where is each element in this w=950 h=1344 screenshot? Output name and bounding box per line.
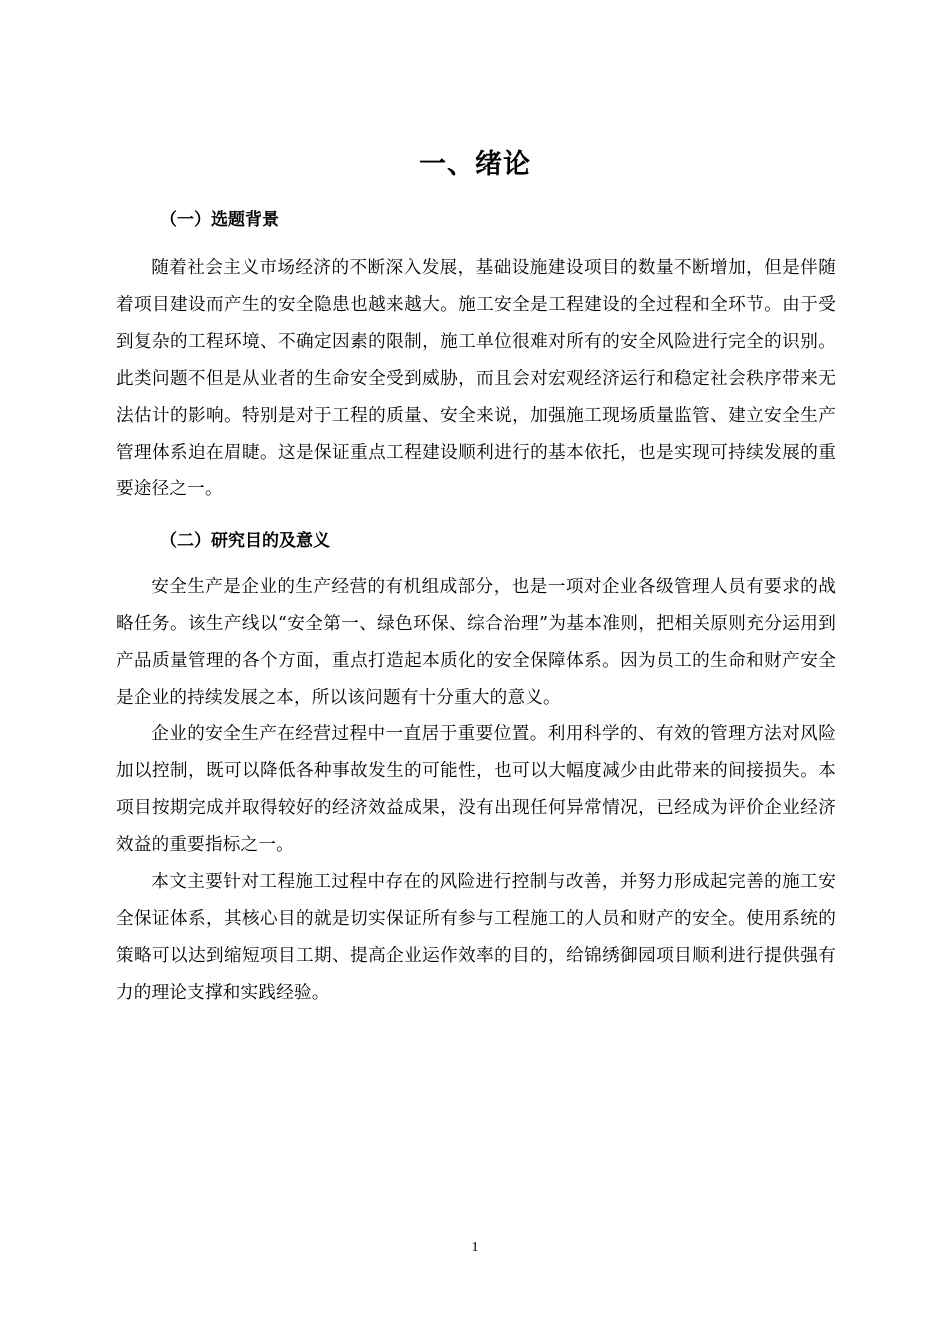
chapter-title: 一、绪论 — [419, 149, 531, 180]
paragraph-purpose-2: 企业的安全生产在经营过程中一直居于重要位置。利用科学的、有效的管理方法对风险加以控制，既可以降低各种事故发生的可能性，也可以大幅度减少由此带来的间接损失。本项目按期完成并取得较好的经济效益成果，没有出现任何异常情况，已经成为评价企业经济效益的重要指标之一。 — [116, 724, 836, 855]
paragraph-background: 随着社会主义市场经济的不断深入发展，基础设施建设项目的数量不断增加，但是伴随着项目建设而产生的安全隐患也越来越大。施工安全是工程建设的全过程和全环节。由于受到复杂的工程环境、不确定因素的限制，施工单位很难对所有的安全风险进行完全的识别。此类问题不但是从业者的生命安全受到威胁，而且会对宏观经济运行和稳定社会秩序带来无法估计的影响。特别是对于工程的质量、安全来说，加强施工现场质量监管、建立安全生产管理体系迫在眉睫。这是保证重点工程建设顺利进行的基本依托，也是实现可持续发展的重要途径之一。 — [116, 258, 836, 500]
section-heading-background: （一）选题背景 — [160, 210, 279, 230]
section-heading-purpose: （二）研究目的及意义 — [160, 531, 330, 551]
paragraph-purpose-1: 安全生产是企业的生产经营的有机组成部分，也是一项对企业各级管理人员有要求的战略任务。该生产线以“安全第一、绿色环保、综合治理”为基本准则，把相关原则充分运用到产品质量管理的各个方面，重点打造起本质化的安全保障体系。因为员工的生命和财产安全是企业的持续发展之本，所以该问题有十分重大的意义。 — [116, 577, 836, 708]
paragraph-purpose-3: 本文主要针对工程施工过程中存在的风险进行控制与改善，并努力形成起完善的施工安全保证体系，其核心目的就是切实保证所有参与工程施工的人员和财产的安全。使用系统的策略可以达到缩短项目工期、提高企业运作效率的目的，给锦绣御园项目顺利进行提供强有力的理论支撑和实践经验。 — [116, 872, 836, 1003]
page-number: 1 — [471, 1240, 479, 1255]
